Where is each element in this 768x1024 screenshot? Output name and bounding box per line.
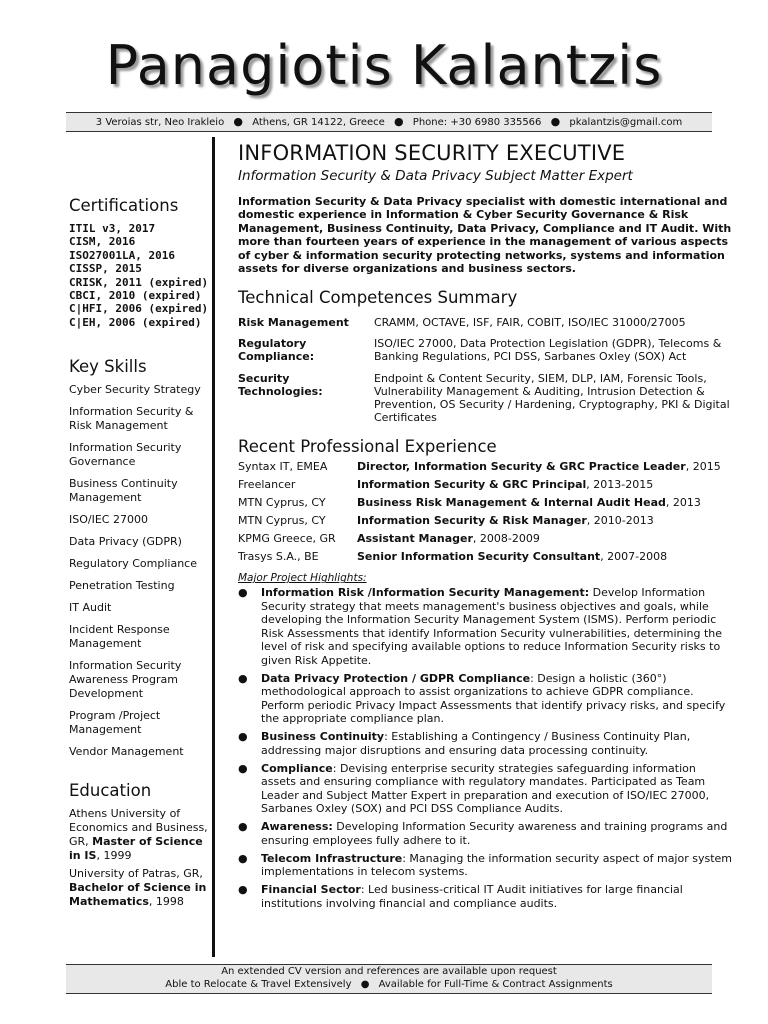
highlight-title: Business Continuity (261, 730, 385, 744)
experience-row (238, 512, 732, 530)
footer-line-2 (66, 978, 712, 991)
skill-item: Vendor Management (69, 745, 184, 759)
contact-separator: ● (394, 115, 404, 128)
highlight-item (238, 883, 732, 910)
experience-dates: , 2010-2013 (586, 514, 654, 528)
experience-dates: , 2007-2008 (600, 550, 668, 564)
contact-separator: ● (233, 115, 243, 128)
footer-availability: Available for Full-Time & Contract Assignments (378, 979, 613, 990)
education-item (69, 867, 209, 909)
education-year: , 1998 (148, 895, 184, 909)
experience-role: Assistant Manager (357, 532, 473, 546)
highlight-title: Data Privacy Protection / GDPR Compliance (261, 671, 531, 685)
candidate-name: Panagiotis Kalantzis (105, 34, 663, 97)
highlight-item (238, 586, 732, 667)
education-list (69, 807, 209, 909)
highlight-title: Information Risk /Information Security Management: (261, 586, 590, 600)
key-skills-heading: Key Skills (69, 357, 147, 377)
highlight-text: : Design a holistic (360°) methodological approach to assist organizations to achieve GDPR compliance. Perform periodic Privacy Impact Assessments that identify privacy risks, and specify the appropriate compliance plan. (261, 671, 726, 726)
highlight-item (238, 730, 732, 757)
contact-separator: ● (550, 115, 561, 128)
experience-company: Trasys S.A., BE (238, 550, 319, 564)
certification-item: ITIL v3, 2017 (69, 222, 156, 235)
highlight-title: Financial Sector (261, 883, 361, 897)
experience-company: Freelancer (238, 478, 296, 492)
competence-label: Security Technologies: (238, 372, 323, 399)
certification-item: CISSP, 2015 (69, 262, 142, 276)
skill-item: Data Privacy (GDPR) (69, 535, 182, 549)
competence-row (238, 316, 732, 329)
education-degree: Bachelor of Science in Mathematics (69, 881, 207, 909)
bullet-icon: ● (238, 730, 248, 744)
skill-item: IT Audit (69, 601, 112, 615)
contact-email[interactable]: pkalantzis@gmail.com (569, 117, 683, 128)
experience-company: KPMG Greece, GR (238, 532, 336, 546)
contact-phone: Phone: +30 6980 335566 (412, 117, 542, 128)
experience-role: Senior Information Security Consultant (357, 550, 601, 564)
skill-item: ISO/IEC 27000 (69, 513, 148, 527)
experience-dates: , 2013-2015 (586, 478, 654, 492)
highlight-item (238, 820, 732, 847)
education-item (69, 807, 209, 863)
experience-dates: , 2015 (685, 460, 721, 474)
experience-role: Director, Information Security & GRC Practice Leader (357, 460, 686, 474)
competence-row (238, 337, 732, 363)
footer-separator: ● (360, 979, 370, 990)
experience-row (238, 530, 732, 548)
competence-value: CRAMM, OCTAVE, ISF, FAIR, COBIT, ISO/IEC 31000/27005 (374, 316, 686, 330)
skill-item: Program /Project Management (69, 709, 161, 737)
experience-dates: , 2013 (665, 496, 701, 510)
footer-line-1: An extended CV version and references are available upon request (221, 966, 557, 977)
certifications-heading: Certifications (69, 196, 179, 215)
skill-item: Penetration Testing (69, 579, 175, 593)
education-school: University of Patras, GR, (69, 867, 203, 881)
bullet-icon: ● (238, 883, 248, 897)
certification-item: CRISK, 2011 (expired) (69, 275, 209, 289)
skill-item: Cyber Security Strategy (69, 383, 201, 397)
skill-item: Information Security Awareness Program Development (69, 659, 182, 701)
skill-item: Information Security & Risk Management (69, 405, 194, 433)
experience-dates: , 2008-2009 (472, 532, 540, 546)
tagline: Information Security & Data Privacy Subject Matter Expert (238, 168, 633, 184)
education-heading: Education (69, 781, 152, 801)
experience-list (238, 458, 732, 566)
certification-item: CBCI, 2010 (expired) (69, 289, 202, 303)
highlight-title: Telecom Infrastructure (261, 851, 403, 865)
highlight-text: : Devising enterprise security strategies safeguarding information assets and ensuring compliance with regulatory mandates. Participated as Team Leader and Subject Matter Expert in preparation and execution of ISO/IEC 27000, Sarbanes Oxley (SOX) and PCI DSS Compliance Audits. (261, 761, 710, 816)
contact-address: 3 Veroias str, Neo Irakleio (95, 117, 225, 128)
skill-item: Incident Response Management (69, 623, 170, 651)
main-content (238, 140, 732, 915)
experience-company: MTN Cyprus, CY (238, 496, 326, 510)
column-divider (212, 137, 215, 957)
bullet-icon: ● (238, 761, 248, 775)
highlight-item (238, 672, 732, 726)
competence-label: Regulatory Compliance: (238, 337, 315, 364)
footer-bar (66, 964, 712, 994)
competences-heading: Technical Competences Summary (238, 288, 518, 308)
experience-row (238, 458, 732, 476)
experience-role: Business Risk Management & Internal Audit Head (357, 496, 666, 510)
experience-heading: Recent Professional Experience (238, 437, 497, 457)
key-skills-list (69, 383, 209, 759)
bullet-icon: ● (238, 851, 248, 865)
certifications-list (69, 222, 209, 329)
certification-item: ISO27001LA, 2016 (69, 248, 175, 262)
highlight-text: Developing Information Security awareness and training programs and ensuring employees fully adhere to it. (261, 820, 728, 847)
education-degree: Master of Science in IS (69, 835, 203, 863)
skill-item: Information Security Governance (69, 441, 182, 469)
highlight-title: Awareness: (261, 820, 333, 834)
bullet-icon: ● (238, 586, 248, 600)
contact-bar (66, 112, 712, 132)
education-year: , 1999 (96, 849, 132, 863)
highlight-item (238, 762, 732, 816)
experience-role: Information Security & GRC Principal (357, 478, 587, 492)
skill-item: Regulatory Compliance (69, 557, 197, 571)
profile-summary: Information Security & Data Privacy specialist with domestic international and domestic experience in Information & Cyber Security Governance & Risk Management, Business Continuity, Data Privacy, Compliance and IT Audit. With more than fourteen years of experience in the management of various aspects of cyber & information security protecting networks, systems and information assets for diverse organizations and business sectors. (238, 195, 732, 276)
highlight-text: : Led business-critical IT Audit initiatives for large financial institutions involving financial and compliance audits. (261, 883, 683, 910)
sidebar (69, 196, 209, 909)
competences-table (238, 316, 732, 424)
experience-row (238, 476, 732, 494)
highlight-text: Develop Information Security strategy that meets management's business objectives and goals, while developing the Information Security Management System (ISMS). Perform periodic Risk Assessments that identify Information Security vulnerabilities, determining the level of risk and specifying available options to reduce Information Security risks to given Risk Appetite. (261, 586, 723, 667)
highlight-text: : Managing the information security aspect of major system implementations in telecom systems. (261, 851, 733, 879)
skill-item: Business Continuity Management (69, 477, 178, 505)
experience-row (238, 548, 732, 566)
page-title: INFORMATION SECURITY EXECUTIVE (238, 141, 626, 165)
competence-row (238, 372, 732, 424)
certification-item: C|HFI, 2006 (expired) (69, 302, 209, 316)
highlights-list (238, 586, 732, 910)
highlight-item (238, 852, 732, 879)
certification-item: C|EH, 2006 (expired) (69, 315, 202, 329)
highlight-title: Compliance (261, 761, 333, 775)
highlight-text: : Establishing a Contingency / Business Continuity Plan, addressing major disruptions and ensuring data processing continuity. (261, 730, 691, 757)
experience-role: Information Security & Risk Manager (357, 514, 587, 528)
competence-label: Risk Management (238, 316, 349, 330)
contact-city: Athens, GR 14122, Greece (252, 117, 385, 128)
highlights-heading: Major Project Highlights: (238, 572, 367, 585)
competence-value: Endpoint & Content Security, SIEM, DLP, IAM, Forensic Tools, Vulnerability Management & Auditing, Intrusion Detection & Prevention, OS Security / Hardening, Cryptography, PKI & Digital Certificates (374, 372, 730, 425)
certification-item: CISM, 2016 (69, 235, 136, 249)
experience-company: Syntax IT, EMEA (238, 460, 328, 474)
experience-row (238, 494, 732, 512)
education-school: Athens University of Economics and Business, GR, (69, 807, 208, 849)
experience-company: MTN Cyprus, CY (238, 514, 326, 528)
bullet-icon: ● (238, 820, 248, 834)
competence-value: ISO/IEC 27000, Data Protection Legislation (GDPR), Telecoms & Banking Regulations, PCI DSS, Sarbanes Oxley (SOX) Act (374, 337, 722, 364)
bullet-icon: ● (238, 671, 248, 685)
footer-relocate: Able to Relocate & Travel Extensively (165, 979, 352, 990)
